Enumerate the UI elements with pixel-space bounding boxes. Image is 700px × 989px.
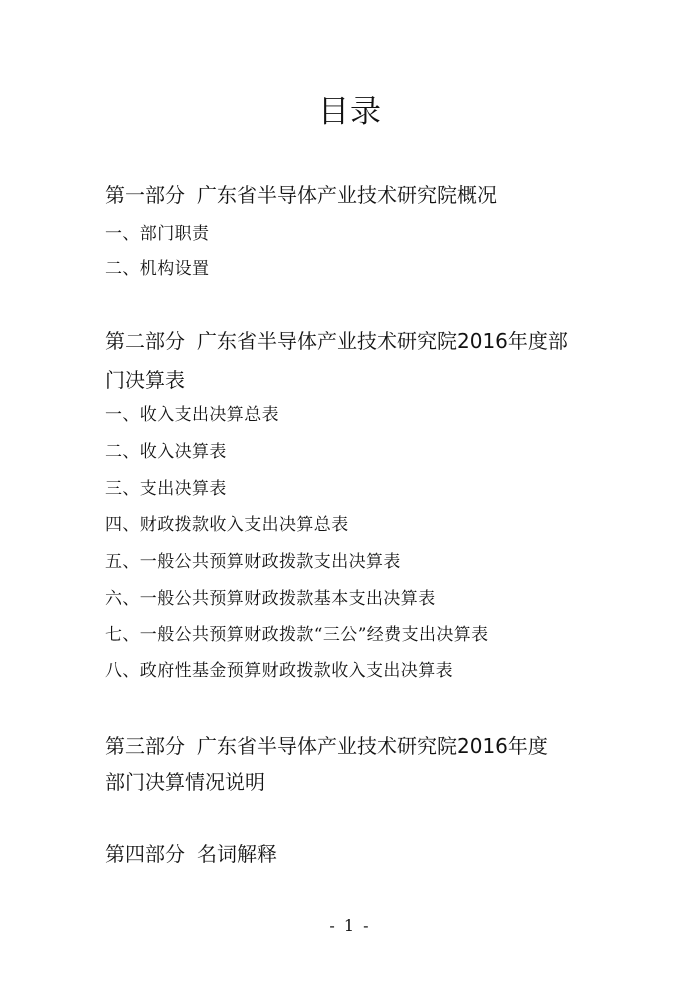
part-2-heading-continuation: 门决算表 bbox=[105, 368, 185, 392]
toc-item-part-2-8: 八、政府性基金预算财政拨款收入支出决算表 bbox=[105, 661, 453, 681]
part-3-heading bbox=[105, 732, 548, 760]
part-4-label: 第四部分 bbox=[105, 842, 185, 866]
toc-item-part-2-2: 二、收入决算表 bbox=[105, 442, 227, 462]
toc-item-part-2-5: 五、一般公共预算财政拨款支出决算表 bbox=[105, 552, 401, 572]
part-1-label: 第一部分 bbox=[105, 183, 185, 207]
toc-item-part-1-2: 二、机构设置 bbox=[105, 259, 210, 279]
part-3-title: 广东省半导体产业技术研究院2016年度 bbox=[197, 734, 548, 758]
part-4-heading bbox=[105, 840, 277, 868]
toc-item-part-2-3: 三、支出决算表 bbox=[105, 479, 227, 499]
part-4-title: 名词解释 bbox=[197, 842, 277, 866]
toc-item-part-1-1: 一、部门职责 bbox=[105, 224, 210, 244]
page-title: 目录 bbox=[318, 94, 382, 130]
part-2-title: 广东省半导体产业技术研究院2016年度部 bbox=[197, 329, 568, 353]
part-3-heading-continuation: 部门决算情况说明 bbox=[105, 770, 265, 794]
part-2-heading bbox=[105, 327, 568, 355]
toc-item-part-2-7: 七、一般公共预算财政拨款“三公”经费支出决算表 bbox=[105, 625, 489, 645]
part-1-title: 广东省半导体产业技术研究院概况 bbox=[197, 183, 497, 207]
part-3-label: 第三部分 bbox=[105, 734, 185, 758]
toc-item-part-2-6: 六、一般公共预算财政拨款基本支出决算表 bbox=[105, 589, 436, 609]
toc-item-part-2-4: 四、财政拨款收入支出决算总表 bbox=[105, 515, 349, 535]
page-number: - 1 - bbox=[329, 916, 371, 935]
part-2-label: 第二部分 bbox=[105, 329, 185, 353]
part-1-heading bbox=[105, 181, 497, 209]
toc-item-part-2-1: 一、收入支出决算总表 bbox=[105, 405, 279, 425]
